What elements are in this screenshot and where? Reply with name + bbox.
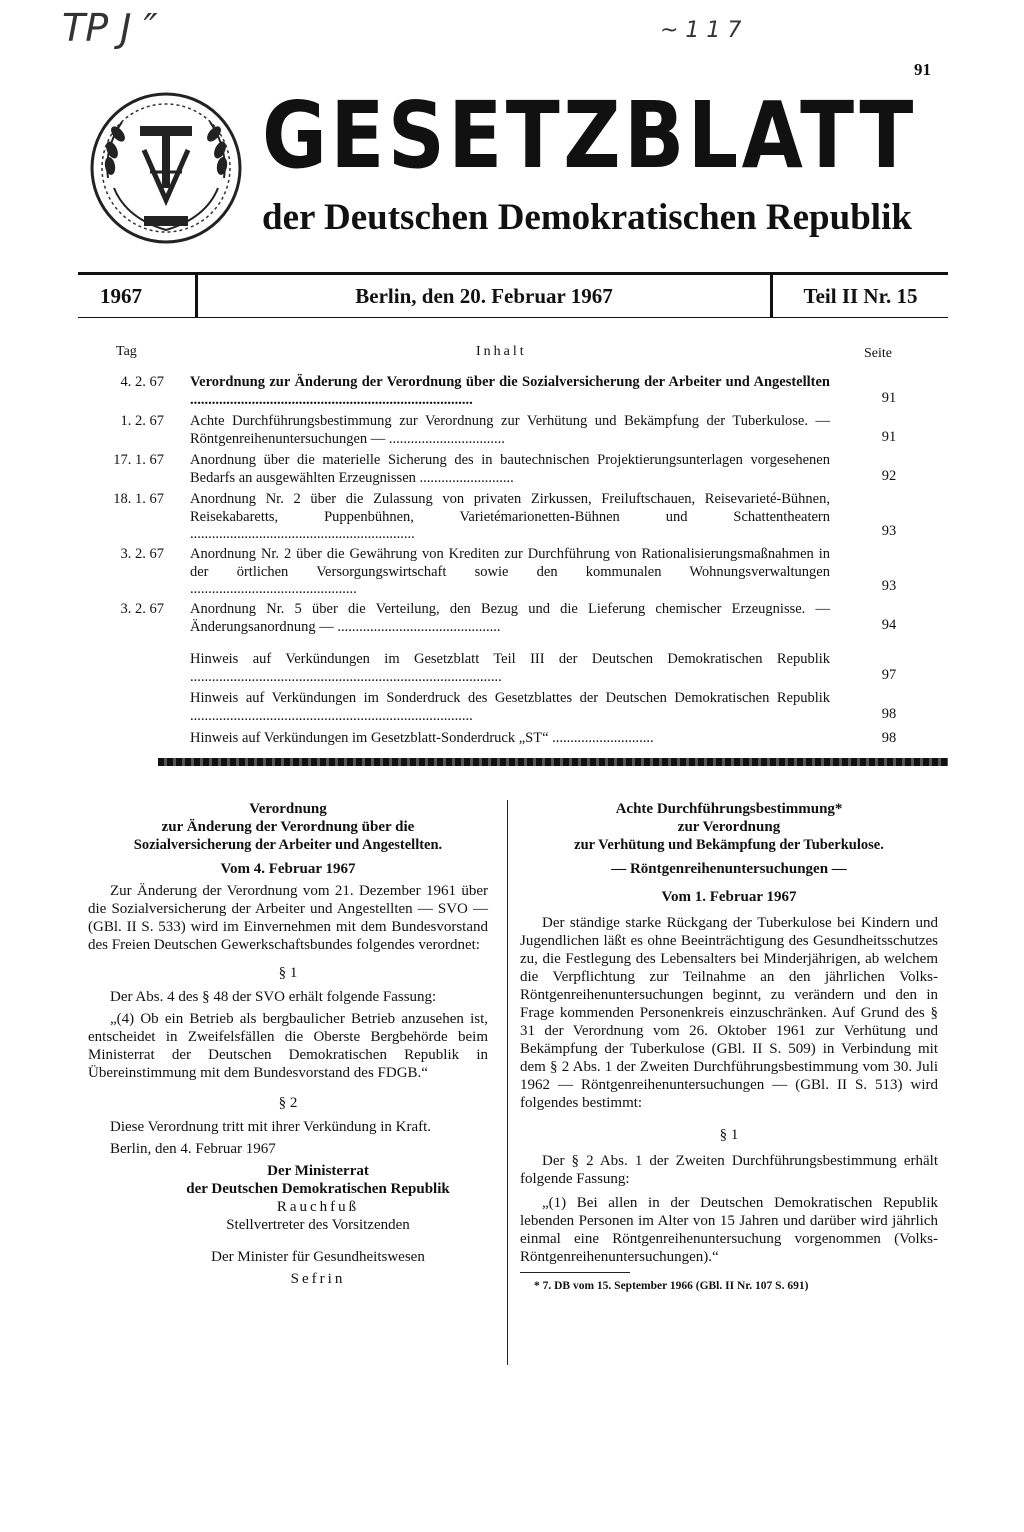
right-article (520, 800, 938, 1295)
toc-entry-title: Verordnung zur Änderung der Verordnung über die Sozialversicherung der Arbeiter und Angestellten .............................................................................. (190, 374, 830, 408)
left-place-date: Berlin, den 4. Februar 1967 (110, 1141, 276, 1157)
toc-entry-title: Achte Durchführungsbestimmung zur Verordnung zur Verhütung und Bekämpfung der Tuberkulose. — Röntgenreihenuntersuchungen — ................................ (190, 413, 830, 447)
left-heading-2: zur Änderung der Verordnung über die (161, 819, 415, 835)
toc-entry-date: 17. 1. 67 (113, 452, 164, 468)
footnote: * 7. DB vom 15. September 1966 (GBl. II Nr. 107 S. 691) (534, 1280, 809, 1292)
left-intro: Zur Änderung der Verordnung vom 21. Dezember 1961 über die Sozialversicherung der Arbeiter und Angestellten — SVO — (GBl. II S. 533) wird im Einvernehmen mit dem Bundesvorstand des Freien Deutschen Gewerkschaftsbundes folgendes verordnet: (88, 883, 488, 953)
footnote-rule (520, 1272, 630, 1273)
toc-entry-date: 3. 2. 67 (120, 546, 164, 562)
toc-entry-title: Anordnung Nr. 5 über die Verteilung, den Bezug und die Lieferung chemischer Erzeugnisse. — Änderungsanordnung — ............................................. (190, 601, 830, 635)
state-emblem-icon (86, 88, 246, 248)
page-number: 91 (914, 60, 931, 79)
toc-entry (104, 601, 904, 637)
masthead-subtitle: der Deutschen Demokratischen Republik (262, 197, 912, 238)
left-section-1-text: Der Abs. 4 des § 48 der SVO erhält folgende Fassung: (110, 989, 437, 1005)
left-section-1-quote: „(4) Ob ein Betrieb als bergbaulicher Betrieb anzusehen ist, entscheidet in Zweifelsfällen die Oberste Bergbehörde beim Ministerrat der Deutschen Demokratischen Republik in Übereinstimmung mit dem Bundesvorstand des FDGB.“ (88, 1011, 488, 1081)
signature-name-1: Rauchfuß (276, 1199, 360, 1215)
toc-entry-page: 93 (881, 523, 897, 539)
toc-entry (104, 690, 904, 726)
toc-col-page: Seite (864, 346, 892, 361)
handwritten-mark-top-center: ~ 1 1 7 (660, 18, 742, 43)
issue-part-number: Teil II Nr. 15 (803, 283, 918, 308)
issue-year: 1967 (78, 275, 198, 317)
left-section-2: § 2 (278, 1095, 298, 1111)
section-divider (158, 758, 948, 766)
signature-org-2: der Deutschen Demokratischen Republik (186, 1181, 450, 1197)
right-date-line: Vom 1. Februar 1967 (661, 889, 797, 905)
toc-entry-title: Anordnung über die materielle Sicherung des in bautechnischen Projektierungsunterlagen vorgesehenen Bedarfs an ausgewählten Erzeugnissen .......................... (190, 452, 830, 486)
toc-entry-title: Hinweis auf Verkündungen im Gesetzblatt Teil III der Deutschen Demokratischen Republik ...................................................................................... (190, 651, 830, 685)
toc-entry-page: 92 (881, 468, 897, 484)
toc-entry-date: 3. 2. 67 (120, 601, 164, 617)
toc-entry-title: Anordnung Nr. 2 über die Gewährung von Krediten zur Durchführung von Rationalisierungsmaßnahmen in der örtlichen Versorgungswirtschaft sowie den kommunalen Wohnungsverwaltungen .............................................. (190, 546, 830, 597)
toc-entry-page: 98 (881, 730, 897, 746)
toc-entry-date: 4. 2. 67 (120, 374, 164, 390)
toc-entry-date: 1. 2. 67 (120, 413, 164, 429)
left-article (88, 800, 488, 1288)
toc-col-day: Tag (116, 344, 137, 359)
right-section-1-quote: „(1) Bei allen in der Deutschen Demokratischen Republik lebenden Personen im Alter von 15 Jahren und darüber wird jährlich einmal eine Röntgenreihenuntersuchung vorgenommen (Volks-Röntgenreihenuntersuchungen).“ (520, 1195, 938, 1265)
column-separator (507, 800, 508, 1365)
masthead-title: GESETZBLATT (262, 82, 917, 189)
left-section-2-text: Diese Verordnung tritt mit ihrer Verkündung in Kraft. (110, 1119, 432, 1135)
left-heading-1: Verordnung (249, 801, 327, 817)
toc-entry-title: Hinweis auf Verkündungen im Gesetzblatt-Sonderdruck „ST“ ............................ (190, 730, 654, 746)
right-intro: Der ständige starke Rückgang der Tuberkulose bei Kindern und Jugendlichen läßt es ohne Beeinträchtigung des Gesundheitsschutzes zu, die Festlegung des Lebensalters bei Minderjährigen, ab welchem die Verpflichtung zur Teilnahme an den jährlichen Volks-Röntgenreihenuntersuchungen beginnt, zu verändern und den in Frage kommenden Personenkreis einzuschränken. Auf Grund des § 31 der Verordnung vom 26. Oktober 1961 zur Verhütung und Bekämpfung der Tuberkulose (GBl. II S. 509) in Verbindung mit dem § 2 Abs. 1 der Zweiten Durchführungsbestimmung vom 30. Juli 1962 — Röntgenreihenuntersuchungen — (GBl. II S. 513) wird folgendes bestimmt: (520, 915, 938, 1111)
toc-col-content: Inhalt (476, 344, 527, 359)
left-section-1: § 1 (278, 965, 298, 981)
toc-entry-page: 93 (881, 578, 897, 594)
right-heading-3: zur Verhütung und Bekämpfung der Tuberkulose. (574, 837, 884, 853)
toc-entry-page: 97 (881, 667, 897, 683)
toc-entry-page: 98 (881, 706, 897, 722)
left-date-line: Vom 4. Februar 1967 (220, 861, 356, 877)
left-heading-3: Sozialversicherung der Arbeiter und Angestellten. (133, 837, 443, 853)
toc-entry-page: 94 (881, 617, 897, 633)
signature-org-1: Der Ministerrat (267, 1163, 369, 1179)
right-section-1-text: Der § 2 Abs. 1 der Zweiten Durchführungsbestimmung erhält folgende Fassung: (520, 1153, 938, 1187)
toc-entry-date: 18. 1. 67 (113, 491, 164, 507)
toc-entry-title: Anordnung Nr. 2 über die Zulassung von privaten Zirkussen, Freiluftschauen, Reisevarieté-Bühnen, Reisekabaretts, Puppenbühnen, Varietémarionetten-Bühnen und Schattentheatern .............................................................. (190, 491, 830, 542)
right-subheading: — Röntgenreihenuntersuchungen — (611, 861, 847, 877)
toc-entry (104, 413, 904, 449)
right-heading-2: zur Verordnung (677, 819, 781, 835)
toc-entry-page: 91 (881, 429, 897, 445)
signature-name-2: Sefrin (290, 1271, 346, 1287)
toc-entry (104, 374, 904, 410)
signature-role-1: Stellvertreter des Vorsitzenden (226, 1217, 410, 1233)
toc-entry (104, 730, 904, 748)
toc-entry (104, 546, 904, 600)
signature-role-2: Der Minister für Gesundheitswesen (211, 1249, 425, 1265)
right-section-1: § 1 (719, 1127, 739, 1143)
right-heading-1: Achte Durchführungsbestimmung* (615, 801, 843, 817)
handwritten-mark-top-left: TP J ″ (62, 6, 158, 50)
toc-entry (104, 651, 904, 687)
toc-entry (104, 452, 904, 488)
toc-entry-title: Hinweis auf Verkündungen im Sonderdruck des Gesetzblattes der Deutschen Demokratischen Republik .............................................................................. (190, 690, 830, 724)
toc-entry-page: 91 (881, 390, 897, 406)
issue-place-date: Berlin, den 20. Februar 1967 (198, 275, 773, 317)
toc-entry (104, 491, 904, 545)
issue-info-bar (78, 272, 948, 318)
